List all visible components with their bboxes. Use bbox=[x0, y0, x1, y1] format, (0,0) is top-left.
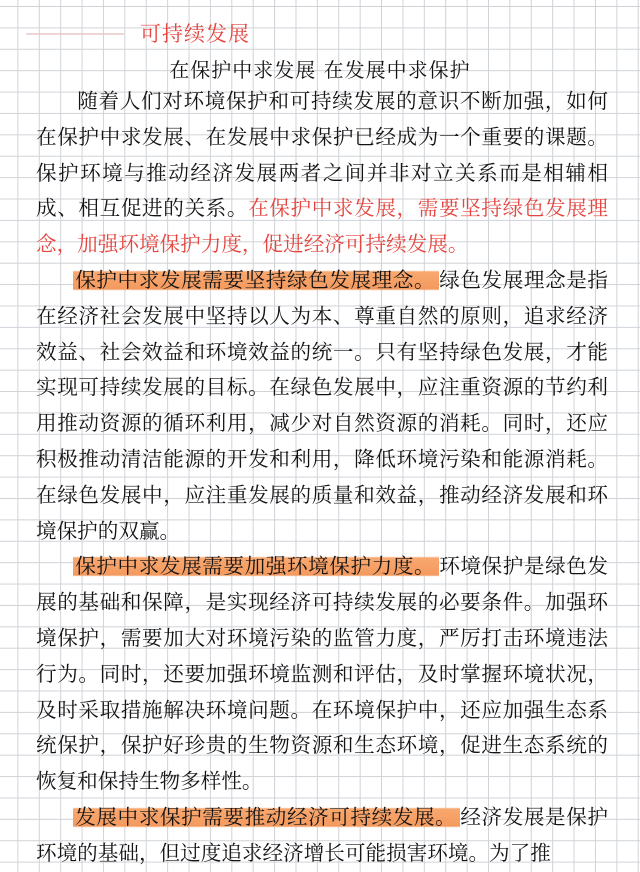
section-paragraph-green-development bbox=[36, 263, 608, 549]
intro-emphasis: 在保护中求发展，需要坚持绿色发展理念，加强环境保护力度，促进经济可持续发展。 bbox=[36, 196, 609, 257]
article-body bbox=[36, 84, 608, 872]
section-heading-highlight: 保护中求发展需要坚持绿色发展理念。 bbox=[73, 268, 439, 292]
section-body: 经济发展是保护环境的基础，但过度追求经济增长可能损害环境。为了推 bbox=[36, 804, 609, 865]
section-heading-highlight: 发展中求保护需要推动经济可持续发展。 bbox=[73, 805, 460, 829]
section-heading-highlight: 保护中求发展需要加强环境保护力度。 bbox=[73, 554, 439, 578]
page-title: 在保护中求发展 在发展中求保护 bbox=[169, 58, 471, 82]
section-body: 绿色发展理念是指在经济社会发展中坚持以人为本、尊重自然的原则，追求经济效益、社会效益和环境效益的统一。只有坚持绿色发展，才能实现可持续发展的目标。在绿色发展中，应注重资源的节约利用推动资源的循环利用，减少对自然资源的消耗。同时，还应积极推动清洁能源的开发和利用，降低环境污染和能源消耗。在绿色发展中，应注重发展的质量和效益，推动经济发展和环境保护的双赢。 bbox=[36, 267, 609, 543]
pen-stroke-decoration bbox=[26, 33, 124, 35]
section-paragraph-sustainable-economy bbox=[36, 800, 608, 872]
section-body: 环境保护是绿色发展的基础和保障，是实现经济可持续发展的必要条件。加强环境保护，需要加大对环境污染的监管力度，严厉打击环境违法行为。同时，还要加强环境监测和评估，及时掌握环境状况，及时采取措施解决环境问题。在环境保护中，还应加强生态系统保护，保护好珍贵的生物资源和生态环境，促进生态系统的恢复和保持生物多样性。 bbox=[36, 554, 609, 794]
section-paragraph-environment-protection bbox=[36, 549, 608, 800]
intro-text: 随着人们对环境保护和可持续发展的意识不断加强，如何在保护中求发展、在发展中求保护已经成为一个重要的课题。保护环境与推动经济发展两者之间并非对立关系而是相辅相成、相互促进的关系。 bbox=[36, 89, 608, 221]
intro-paragraph bbox=[36, 84, 608, 263]
topic-tag: 可持续发展 bbox=[140, 22, 250, 46]
